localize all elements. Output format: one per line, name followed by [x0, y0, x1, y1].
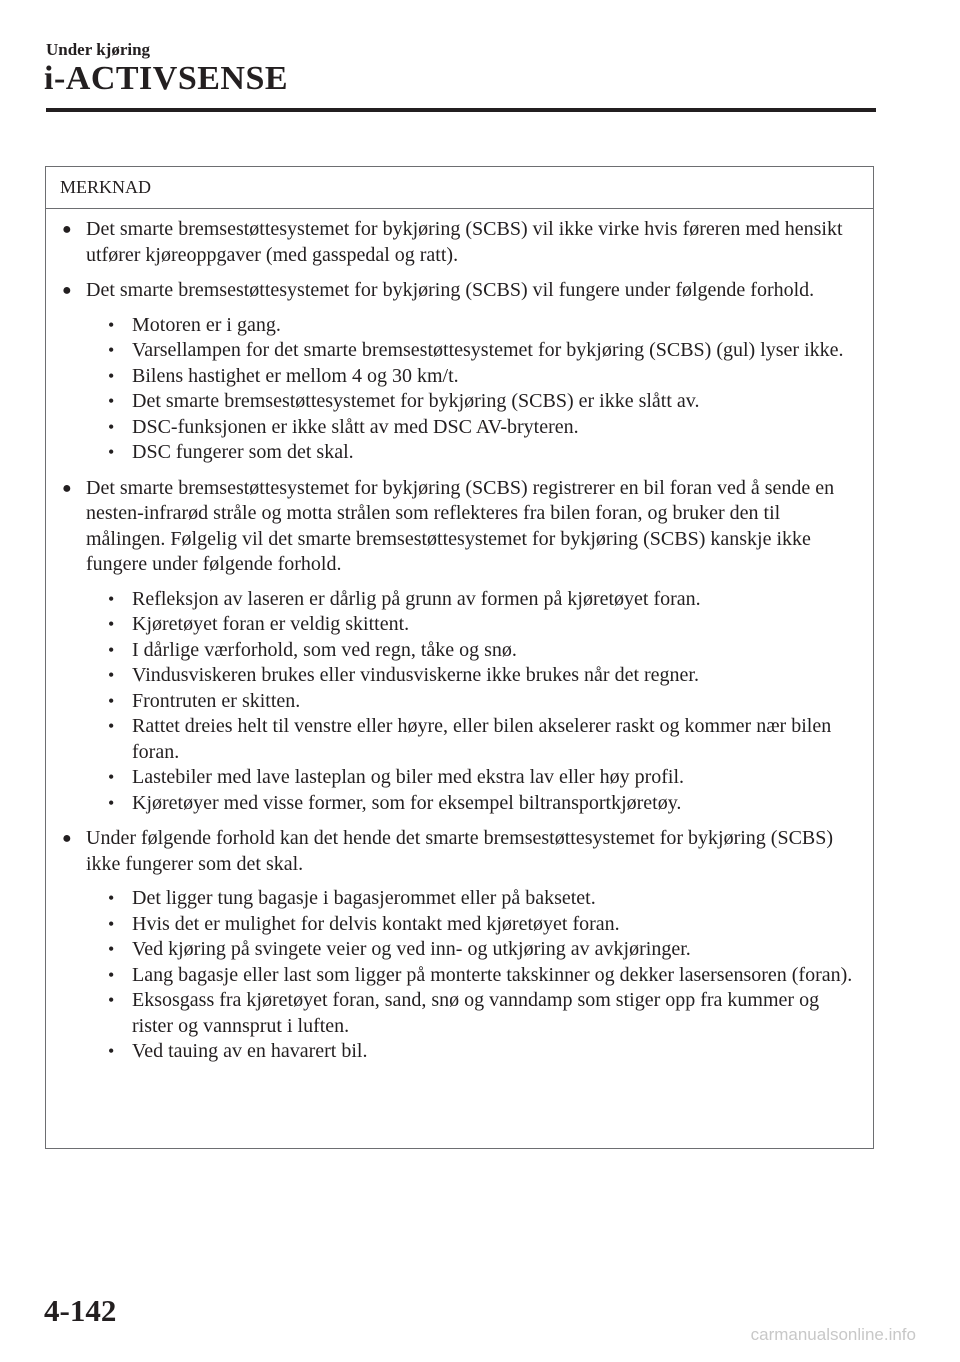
sub-item — [108, 714, 857, 765]
sub-item-text: Rattet dreies helt til venstre eller høyre, eller bilen akselerer raskt og kommer nær bilen foran. — [132, 715, 832, 763]
sub-item — [108, 689, 857, 715]
sub-item-text: Motoren er i gang. — [132, 313, 281, 336]
note-item-text: Under følgende forhold kan det hende det smarte bremsestøttesystemet for bykjøring (SCBS) ikke fungerer som det skal. — [86, 827, 834, 875]
section-label: Under kjøring — [46, 40, 151, 59]
note-item — [62, 217, 857, 268]
watermark: carmanualsonline.info — [750, 1325, 916, 1344]
bullet-icon: ● — [62, 282, 72, 299]
note-item-text: Det smarte bremsestøttesystemet for bykjøring (SCBS) registrerer en bil foran ved å sende en nesten-infrarød stråle og motta strålen som reflekteres fra bilen foran, og bruker den til målingen. Følgelig vil det smarte bremsestøttesystemet for bykjøring (SCBS) kanskje ikke fungere under følgende forhold. — [86, 476, 835, 575]
sub-item — [108, 415, 857, 441]
page-title: i-ACTIVSENSE — [44, 60, 289, 97]
bullet-icon: • — [108, 639, 115, 660]
sub-item-text: Bilens hastighet er mellom 4 og 30 km/t. — [132, 364, 459, 387]
bullet-icon: ● — [62, 830, 72, 847]
sub-item-text: I dårlige værforhold, som ved regn, tåke og snø. — [132, 638, 517, 661]
sub-item-text: DSC-funksjonen er ikke slått av med DSC AV-bryteren. — [132, 415, 579, 438]
sub-item — [108, 587, 857, 613]
sub-item-text: Det smarte bremsestøttesystemet for bykjøring (SCBS) er ikke slått av. — [132, 390, 700, 412]
sub-item-text: Frontruten er skitten. — [132, 689, 301, 712]
sub-item — [108, 988, 857, 1039]
bullet-icon: • — [108, 314, 115, 335]
note-heading: MERKNAD — [46, 167, 873, 209]
sub-item — [108, 937, 857, 963]
sub-item — [108, 638, 857, 664]
bullet-icon: • — [108, 391, 115, 411]
sub-item-text: Kjøretøyer med visse former, som for eksempel biltransportkjøretøy. — [132, 791, 682, 814]
sub-item — [108, 313, 857, 339]
bullet-icon: • — [108, 964, 115, 985]
bullet-icon: ● — [62, 479, 72, 497]
bullet-icon: • — [108, 365, 115, 386]
sub-item — [108, 912, 857, 938]
sub-item-text: Vindusviskeren brukes eller vindusviskerne ikke brukes når det regner. — [132, 664, 699, 686]
sub-item-text: Hvis det er mulighet for delvis kontakt med kjøretøyet foran. — [132, 912, 620, 935]
sub-item-text: Lang bagasje eller last som ligger på monterte takskinner og dekker lasersensoren (foran). — [132, 963, 853, 986]
note-item-text: Det smarte bremsestøttesystemet for bykjøring (SCBS) vil fungere under følgende forhold. — [86, 279, 815, 301]
sub-item — [108, 338, 857, 364]
bullet-icon: • — [108, 767, 115, 787]
sub-item — [108, 364, 857, 390]
bullet-icon: • — [108, 340, 115, 360]
sub-list — [86, 313, 857, 466]
bullet-icon: • — [108, 416, 115, 437]
sub-item — [108, 886, 857, 912]
sub-item — [108, 1039, 857, 1065]
note-box — [45, 166, 874, 1149]
bullet-icon: • — [108, 614, 115, 634]
sub-item-text: Ved kjøring på svingete veier og ved inn- og utkjøring av avkjøringer. — [132, 938, 691, 960]
bullet-icon: • — [108, 913, 115, 934]
note-item — [62, 826, 857, 1065]
title-divider — [46, 108, 876, 112]
note-item — [62, 476, 857, 817]
note-item-text: Det smarte bremsestøttesystemet for bykjøring (SCBS) vil ikke virke hvis føreren med hensikt utfører kjøreoppgaver (med gasspedal og ratt). — [86, 218, 843, 266]
bullet-icon: • — [108, 792, 115, 813]
note-item — [62, 278, 857, 466]
sub-item — [108, 612, 857, 638]
bullet-icon: • — [108, 690, 115, 711]
sub-item-text: Eksosgass fra kjøretøyet foran, sand, snø og vanndamp som stiger opp fra kummer og rister og vannsprut i luften. — [132, 989, 820, 1037]
sub-item — [108, 791, 857, 817]
bullet-icon: • — [108, 716, 115, 736]
bullet-icon: • — [108, 588, 115, 609]
bullet-icon: • — [108, 939, 115, 959]
bullet-icon: • — [108, 665, 115, 685]
page-number: 4-142 — [44, 1293, 117, 1328]
bullet-icon: • — [108, 990, 115, 1010]
sub-list — [86, 886, 857, 1065]
bullet-icon: • — [108, 1041, 115, 1061]
sub-item-text: Ved tauing av en havarert bil. — [132, 1040, 368, 1062]
sub-item-text: Varsellampen for det smarte bremsestøttesystemet for bykjøring (SCBS) (gul) lyser ikke. — [132, 339, 844, 361]
note-body — [46, 209, 873, 1065]
sub-item-text: DSC fungerer som det skal. — [132, 441, 354, 463]
sub-item — [108, 663, 857, 689]
sub-item — [108, 389, 857, 415]
sub-item-text: Det ligger tung bagasje i bagasjerommet eller på baksetet. — [132, 887, 596, 909]
sub-item-text: Refleksjon av laseren er dårlig på grunn av formen på kjøretøyet foran. — [132, 587, 701, 610]
bullet-icon: • — [108, 888, 115, 908]
sub-item-text: Lastebiler med lave lasteplan og biler med ekstra lav eller høy profil. — [132, 766, 685, 788]
bullet-icon: ● — [62, 221, 72, 238]
sub-item — [108, 440, 857, 466]
sub-list — [86, 587, 857, 817]
sub-item-text: Kjøretøyet foran er veldig skittent. — [132, 613, 410, 635]
sub-item — [108, 765, 857, 791]
sub-item — [108, 963, 857, 989]
bullet-icon: • — [108, 442, 115, 462]
